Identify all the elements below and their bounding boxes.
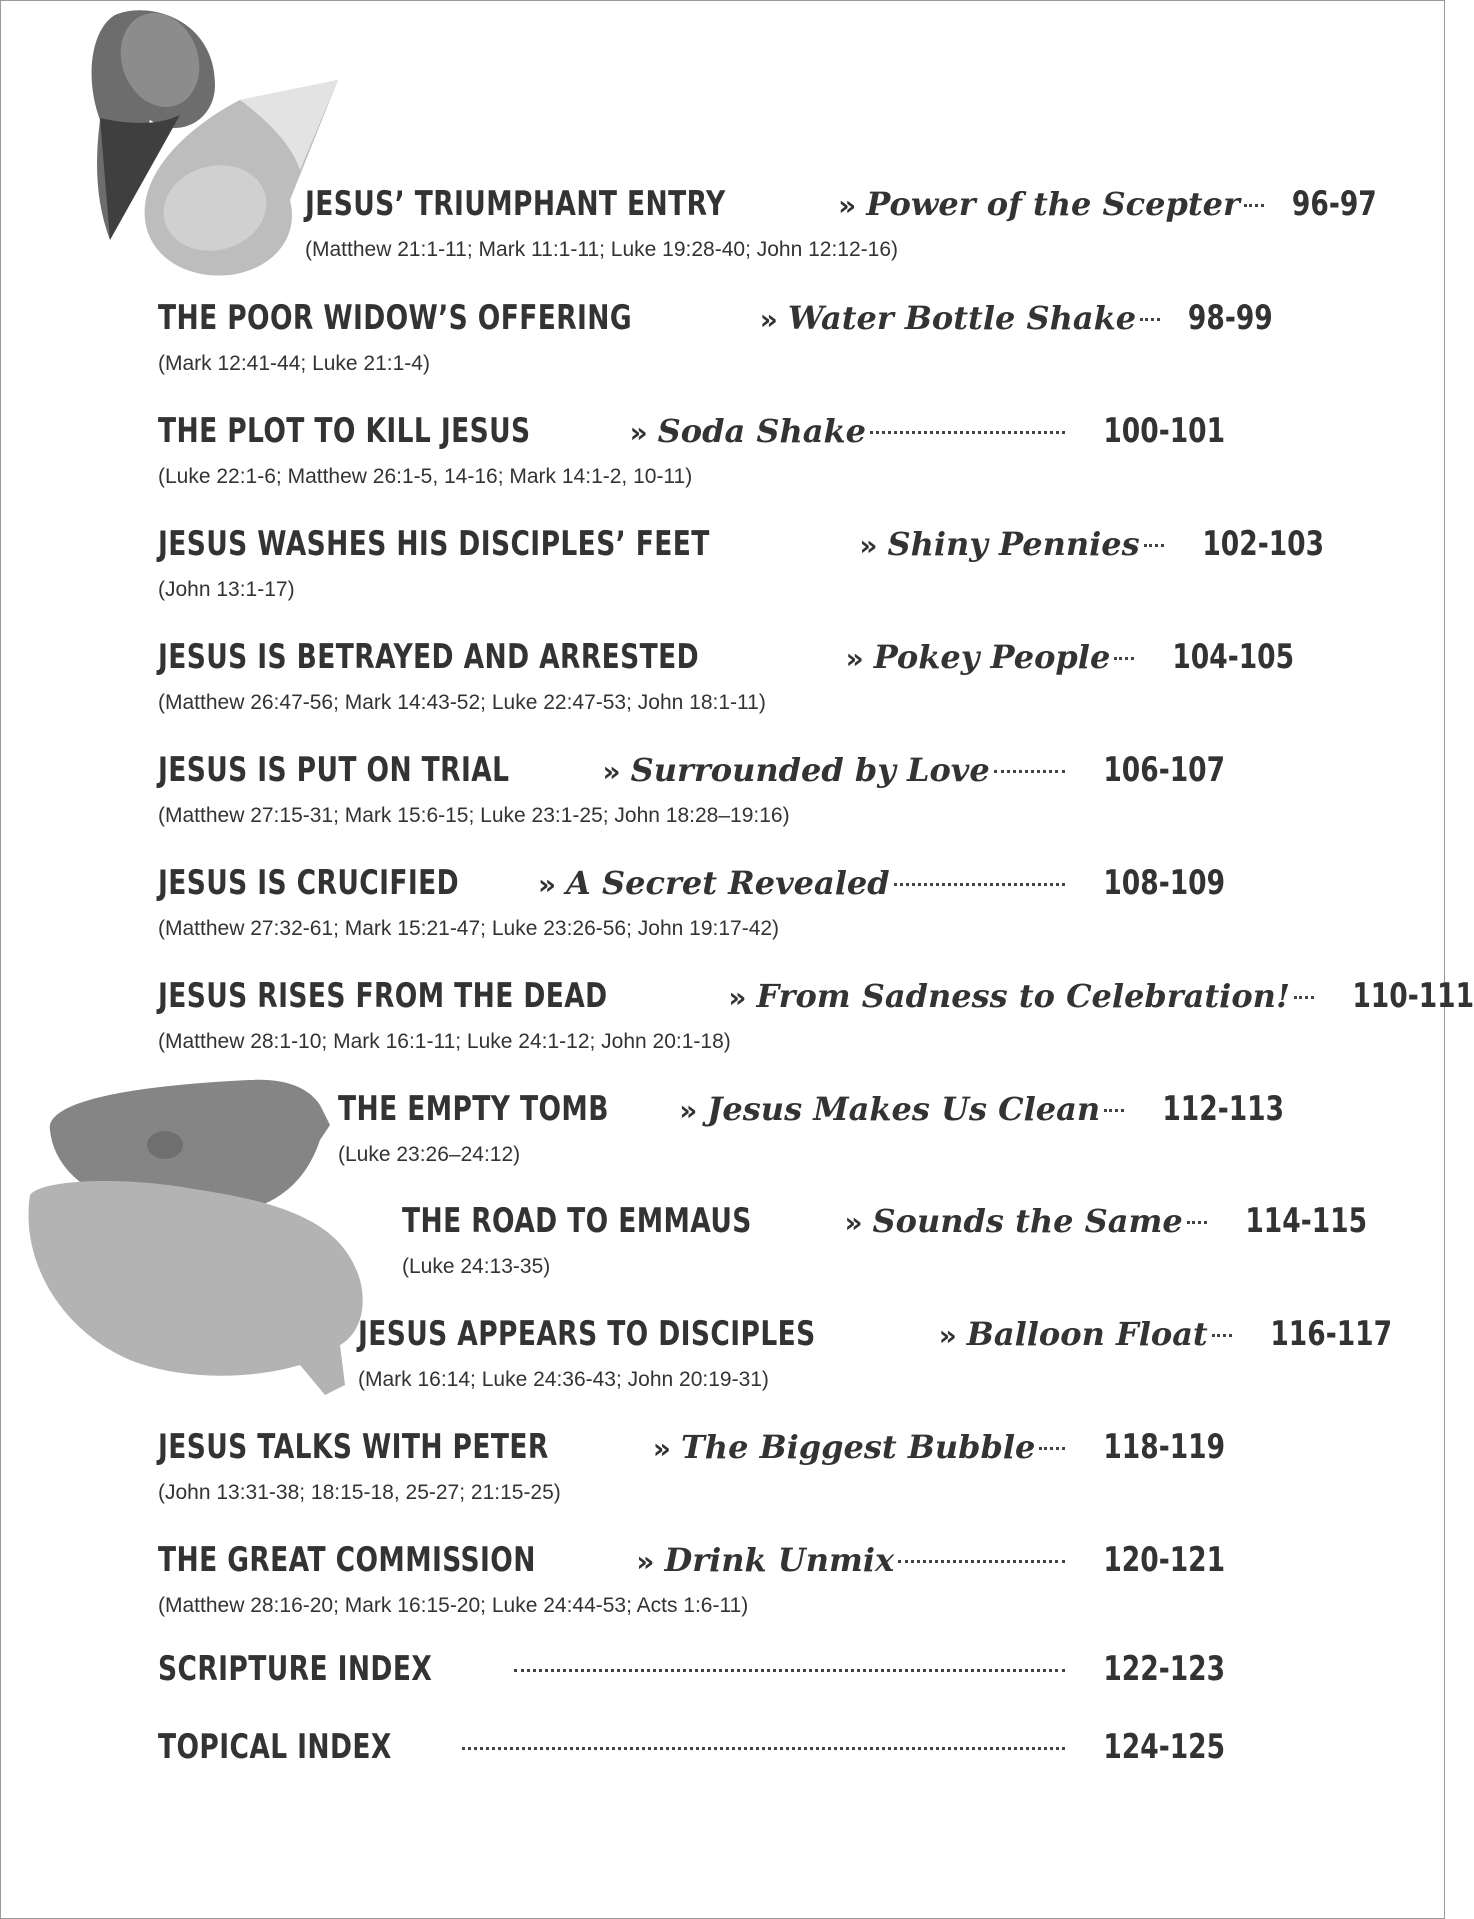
entry-refs: (Matthew 21:1-11; Mark 11:1-11; Luke 19:28-40; John 12:12-16) [305,238,899,261]
entry-pages: 118-119 [1103,1427,1225,1467]
dot-leader [1114,657,1134,660]
entry-pages: 104-105 [1172,637,1295,677]
entry-pages: 96-97 [1291,184,1377,224]
dot-leader [1244,204,1264,207]
toc-entry-12[interactable] [158,1540,1225,1618]
index-pages: 124-125 [1103,1727,1225,1767]
entry-pages: 102-103 [1201,524,1324,564]
separator-icon: » [629,416,648,449]
dot-leader [1187,1221,1207,1224]
dot-leader [1294,996,1314,999]
entry-activity: Soda Shake [657,412,867,450]
entry-pages: 114-115 [1245,1201,1367,1241]
entry-pages: 108-109 [1103,863,1225,903]
entry-title: JESUS’ TRIUMPHANT ENTRY [305,184,726,224]
toc-entry-1[interactable] [158,298,1273,376]
entry-title: JESUS TALKS WITH PETER [158,1427,549,1467]
entry-pages: 106-107 [1103,750,1225,790]
dot-leader [870,431,1065,434]
separator-icon: » [537,868,557,901]
entry-activity: Sounds the Same [872,1202,1183,1240]
separator-icon: » [845,642,864,675]
entry-refs: (Matthew 26:47-56; Mark 14:43-52; Luke 22:47-53; John 18:1-11) [158,691,766,714]
toc-entry-2[interactable] [158,411,1225,489]
entry-pages: 116-117 [1270,1314,1392,1354]
dot-leader [1039,1447,1065,1450]
separator-icon: » [938,1319,957,1352]
separator-icon: » [728,981,747,1014]
balloon-light-illustration [28,1181,362,1395]
index-pages: 122-123 [1103,1649,1225,1689]
toc-entry-10[interactable] [358,1314,1392,1392]
entry-refs: (Mark 12:41-44; Luke 21:1-4) [158,352,430,375]
dot-leader [894,883,1065,886]
toc-entry-5[interactable] [158,750,1225,828]
entry-activity: Shiny Pennies [887,525,1140,563]
entry-title: JESUS RISES FROM THE DEAD [158,976,608,1016]
toc-index-topical[interactable] [158,1727,1225,1779]
index-title: SCRIPTURE INDEX [158,1649,433,1689]
toc-entry-11[interactable] [158,1427,1225,1505]
separator-icon: » [759,303,778,336]
entry-title: THE PLOT TO KILL JESUS [158,411,531,451]
entry-refs: (Luke 22:1-6; Matthew 26:1-5, 14-16; Mark 14:1-2, 10-11) [158,465,693,488]
entry-refs: (Matthew 27:32-61; Mark 15:21-47; Luke 23:26-56; John 19:17-42) [158,917,780,940]
entry-title: THE EMPTY TOMB [338,1089,609,1129]
toc-entry-3[interactable] [158,524,1324,602]
separator-icon: » [679,1094,698,1127]
toc-entry-8[interactable] [338,1089,1285,1167]
entry-activity: Water Bottle Shake [787,299,1137,337]
separator-icon: » [838,189,857,222]
entry-pages: 100-101 [1103,411,1225,451]
entry-pages: 98-99 [1188,298,1273,338]
index-title: TOPICAL INDEX [158,1727,392,1767]
toc-entry-7[interactable] [158,976,1474,1054]
separator-icon: » [652,1432,671,1465]
entry-refs: (Matthew 28:1-10; Mark 16:1-11; Luke 24:1-12; John 20:1-18) [158,1030,731,1053]
entry-title: JESUS IS CRUCIFIED [158,863,460,903]
entry-refs: (John 13:1-17) [158,578,295,601]
dot-leader [994,770,1065,773]
entry-title: THE POOR WIDOW’S OFFERING [158,298,633,338]
entry-activity: Pokey People [873,638,1111,676]
entry-refs: (Luke 23:26–24:12) [338,1143,521,1166]
entry-refs: (Mark 16:14; Luke 24:36-43; John 20:19-31) [358,1368,769,1391]
entry-pages: 120-121 [1103,1540,1225,1580]
entry-title: JESUS WASHES HIS DISCIPLES’ FEET [158,524,710,564]
entry-title: THE GREAT COMMISSION [158,1540,536,1580]
toc-entry-6[interactable] [158,863,1225,941]
entry-activity: Power of the Scepter [866,185,1240,223]
separator-icon: » [636,1545,655,1578]
separator-icon: » [859,529,878,562]
dot-leader [462,1747,1065,1750]
entry-activity: Balloon Float [966,1315,1208,1353]
entry-activity: Drink Unmix [664,1541,895,1579]
dot-leader [898,1560,1065,1563]
toc-entry-4[interactable] [158,637,1295,715]
separator-icon: » [602,755,621,788]
entry-title: JESUS APPEARS TO DISCIPLES [358,1314,816,1354]
entry-pages: 110-111 [1352,976,1474,1016]
entry-title: THE ROAD TO EMMAUS [402,1201,752,1241]
entry-pages: 112-113 [1162,1089,1285,1129]
entry-activity: Jesus Makes Us Clean [707,1090,1101,1128]
toc-index-scripture[interactable] [158,1649,1225,1701]
dot-leader [1140,318,1160,321]
toc-entry-9[interactable] [402,1201,1367,1279]
entry-activity: Surrounded by Love [630,751,990,789]
entry-refs: (Luke 24:13-35) [402,1255,551,1278]
dot-leader [1212,1334,1232,1337]
entry-activity: A Secret Revealed [566,864,890,902]
entry-activity: From Sadness to Celebration! [756,977,1290,1015]
entry-refs: (John 13:31-38; 18:15-18, 25-27; 21:15-25) [158,1481,561,1504]
dot-leader [1104,1109,1124,1112]
entry-refs: (Matthew 28:16-20; Mark 16:15-20; Luke 24:44-53; Acts 1:6-11) [158,1594,749,1617]
entry-title: JESUS IS BETRAYED AND ARRESTED [158,637,700,677]
dot-leader [1144,544,1164,547]
entry-title: JESUS IS PUT ON TRIAL [158,750,510,790]
separator-icon: » [844,1206,863,1239]
dot-leader [514,1669,1065,1672]
entry-activity: The Biggest Bubble [680,1428,1036,1466]
entry-refs: (Matthew 27:15-31; Mark 15:6-15; Luke 23:1-25; John 18:28–19:16) [158,804,790,827]
toc-entry-0[interactable] [305,184,1377,262]
